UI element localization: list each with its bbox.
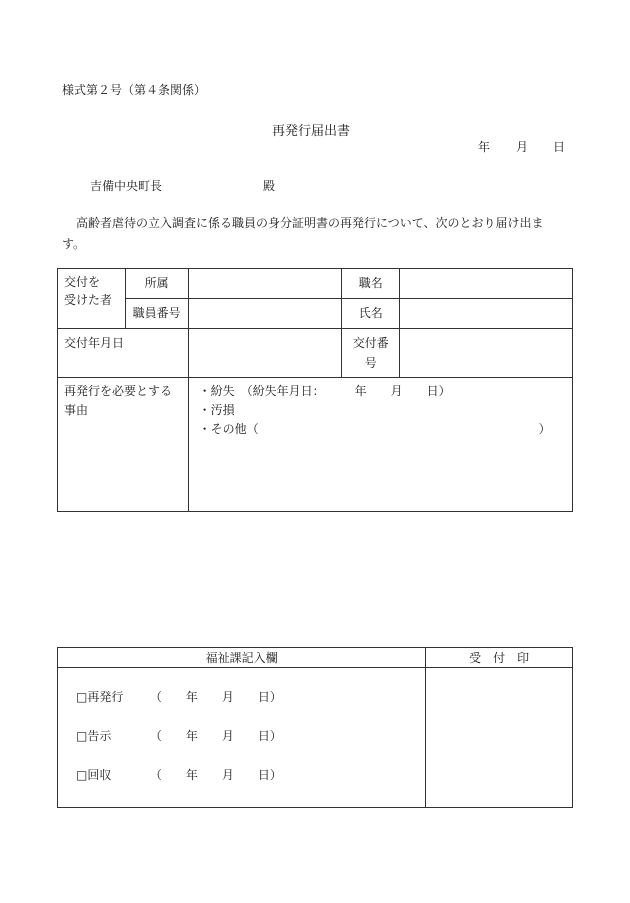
- reissue-date: （ 年 月 日）: [149, 690, 282, 704]
- issue-number-label: 交付番号: [352, 336, 389, 370]
- recipient-label-cell: [58, 269, 126, 329]
- affiliation-field[interactable]: [188, 269, 342, 299]
- addressee-name: 吉備中央町長: [90, 179, 163, 193]
- affiliation-label-cell: [125, 269, 188, 299]
- staff-number-label: 職員番号: [132, 306, 181, 320]
- collect-checkbox[interactable]: □回収: [76, 768, 112, 782]
- date-year: 年: [478, 140, 491, 154]
- issue-number-field[interactable]: [400, 329, 573, 378]
- office-row-reissue: [76, 688, 282, 705]
- stamp-header-cell: [426, 648, 573, 668]
- issue-date-label-cell: [58, 329, 189, 378]
- job-title-label: 職名: [358, 276, 383, 290]
- reason-lost[interactable]: ・紛失 （紛失年月日： 年 月 日）: [198, 384, 451, 398]
- staff-number-field[interactable]: [188, 299, 342, 329]
- office-header: 福祉課記入欄: [205, 651, 278, 665]
- body-text-line2: す。: [62, 237, 86, 251]
- request-table: [57, 268, 573, 512]
- date-month: 月: [516, 140, 529, 154]
- reason-other-close: ）: [538, 422, 551, 436]
- staff-number-label-cell: [125, 299, 188, 329]
- stamp-field[interactable]: [426, 668, 573, 808]
- office-row-collect: [76, 766, 282, 783]
- recipient-label-1: 交付を: [64, 275, 101, 289]
- name-label-cell: [342, 299, 400, 329]
- page-title: 再発行届出書: [272, 124, 351, 139]
- addressee-honorific: 殿: [263, 179, 276, 193]
- office-header-cell: [58, 648, 426, 668]
- reason-other[interactable]: ・その他（: [198, 422, 259, 436]
- name-label: 氏名: [358, 306, 383, 320]
- notice-date: （ 年 月 日）: [149, 729, 282, 743]
- reason-damaged[interactable]: ・汚損: [198, 403, 235, 417]
- office-row-notice: [76, 727, 282, 744]
- name-field[interactable]: [400, 299, 573, 329]
- collect-date: （ 年 月 日）: [149, 768, 282, 782]
- reason-options-cell: [188, 378, 572, 512]
- reason-label-cell: [58, 378, 189, 512]
- form-number: 様式第２号（第４条関係）: [62, 83, 207, 97]
- body-text-line1: 高齢者虐待の立入調査に係る職員の身分証明書の再発行について、次のとおり届け出ま: [76, 216, 544, 230]
- stamp-header: 受 付 印: [469, 651, 530, 665]
- reason-label-1: 再発行を必要とする: [64, 384, 173, 398]
- job-title-label-cell: [342, 269, 400, 299]
- reissue-checkbox[interactable]: □再発行: [76, 690, 124, 704]
- recipient-label-2: 受けた者: [64, 293, 113, 307]
- date-day: 日: [553, 140, 566, 154]
- issue-date-label: 交付年月日: [64, 336, 125, 350]
- affiliation-label: 所属: [144, 276, 169, 290]
- notice-checkbox[interactable]: □告示: [76, 729, 112, 743]
- issue-number-label-cell: [342, 329, 400, 378]
- issue-date-field[interactable]: [188, 329, 342, 378]
- reason-label-2: 事由: [64, 403, 89, 417]
- job-title-field[interactable]: [400, 269, 573, 299]
